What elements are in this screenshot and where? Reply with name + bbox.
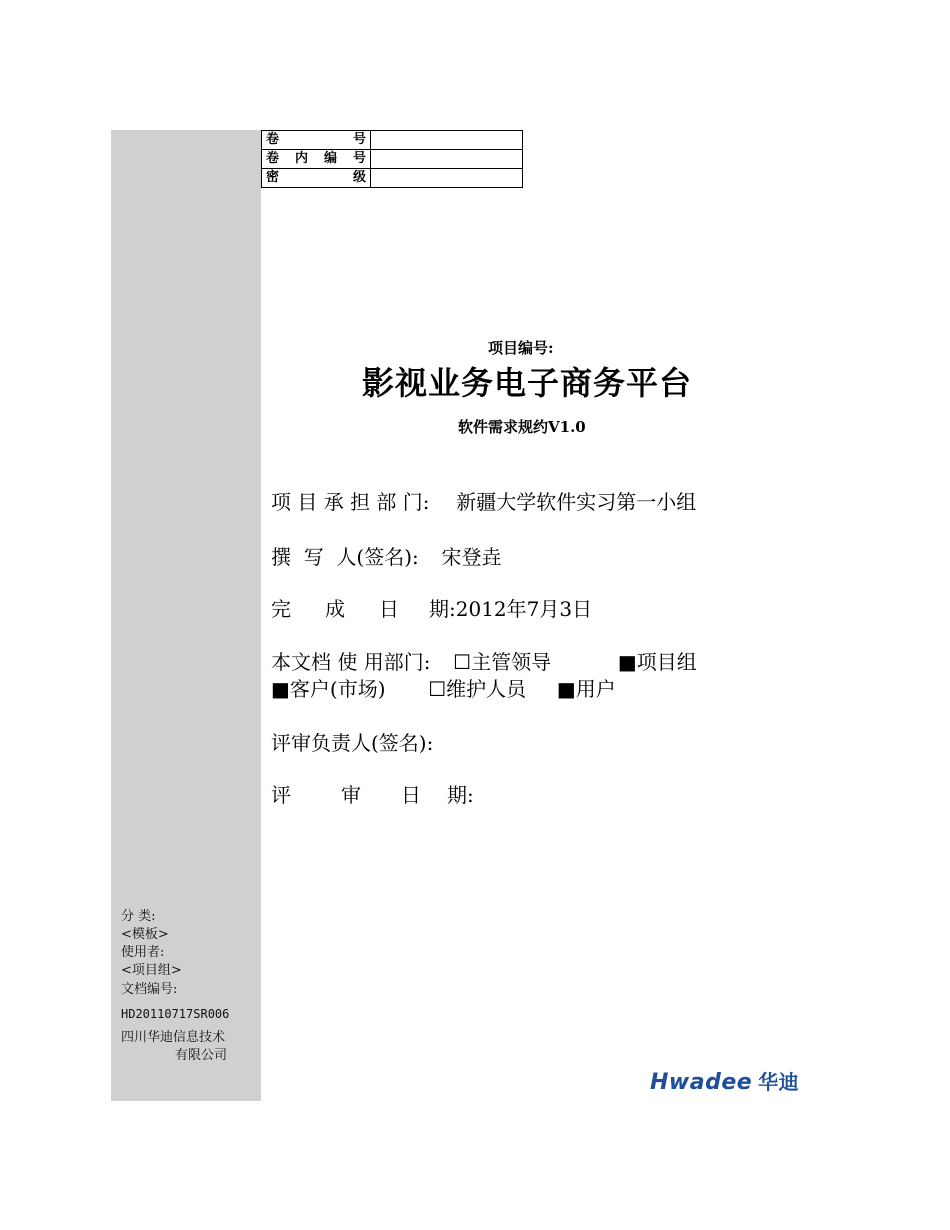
dept-line <box>271 486 696 515</box>
meta-label-inner-no: 卷 内 编 号 <box>266 151 366 166</box>
meta-value-volume <box>371 131 523 150</box>
author-value: 宋登垚 <box>441 545 502 569</box>
logo-text-en: Hwadee <box>650 1070 753 1095</box>
sidebar-user-value: <项目组> <box>121 963 182 978</box>
meta-row-volume <box>262 131 523 150</box>
archive-meta-table <box>261 130 523 188</box>
sidebar-company-line2: 有限公司 <box>175 1048 228 1063</box>
author-label: 撰 写 人(签名): <box>271 545 419 569</box>
sidebar-category-label: 分 类: <box>121 909 156 924</box>
reviewer-label: 评审负责人(签名): <box>271 731 434 755</box>
review-date-line: 评 审 日 期: <box>271 783 474 807</box>
logo-text-cn: 华迪 <box>758 1070 800 1094</box>
sidebar-doc-no-label: 文档编号: <box>121 982 178 997</box>
meta-value-security <box>371 169 523 188</box>
dept-label: 项 目 承 担 部 门: <box>271 490 430 514</box>
sidebar-category-value: <模板> <box>121 927 169 942</box>
usage-option-manager: ☐主管领导 <box>453 650 552 674</box>
usage-option-maintenance: ☐维护人员 <box>428 677 527 701</box>
meta-row-inner-no <box>262 150 523 169</box>
sidebar-user-label: 使用者: <box>121 945 165 960</box>
usage-line-1 <box>271 646 697 675</box>
dept-value: 新疆大学软件实习第一小组 <box>456 490 697 514</box>
meta-label-security: 密 级 <box>266 170 366 185</box>
author-line <box>271 541 502 570</box>
project-number-label: 项目编号: <box>488 339 554 357</box>
reviewer-line <box>271 727 433 756</box>
usage-option-user: ■用户 <box>556 677 616 701</box>
document-title: 影视业务电子商务平台 <box>362 364 693 402</box>
meta-value-inner-no <box>371 150 523 169</box>
hwadee-logo <box>650 1066 799 1095</box>
date-label: 期: <box>429 597 456 621</box>
completion-date-line: 完 成 日 期:2012年7月3日 <box>271 597 593 621</box>
meta-row-security <box>262 169 523 188</box>
usage-label: 本文档 使 用部门: <box>271 650 431 674</box>
meta-label-volume: 卷 号 <box>266 132 366 147</box>
usage-line-2 <box>271 673 616 702</box>
usage-option-project-group: ■项目组 <box>617 650 697 674</box>
sidebar-doc-no-value: HD20110717SR006 <box>121 1007 230 1021</box>
usage-option-client: ■客户(市场) <box>271 677 386 701</box>
date-value: 2012年7月3日 <box>455 597 593 621</box>
sidebar-company-line1: 四川华迪信息技术 <box>121 1030 226 1045</box>
review-date-label: 期: <box>447 783 474 807</box>
document-subtitle: 软件需求规约V1.0 <box>458 418 586 436</box>
